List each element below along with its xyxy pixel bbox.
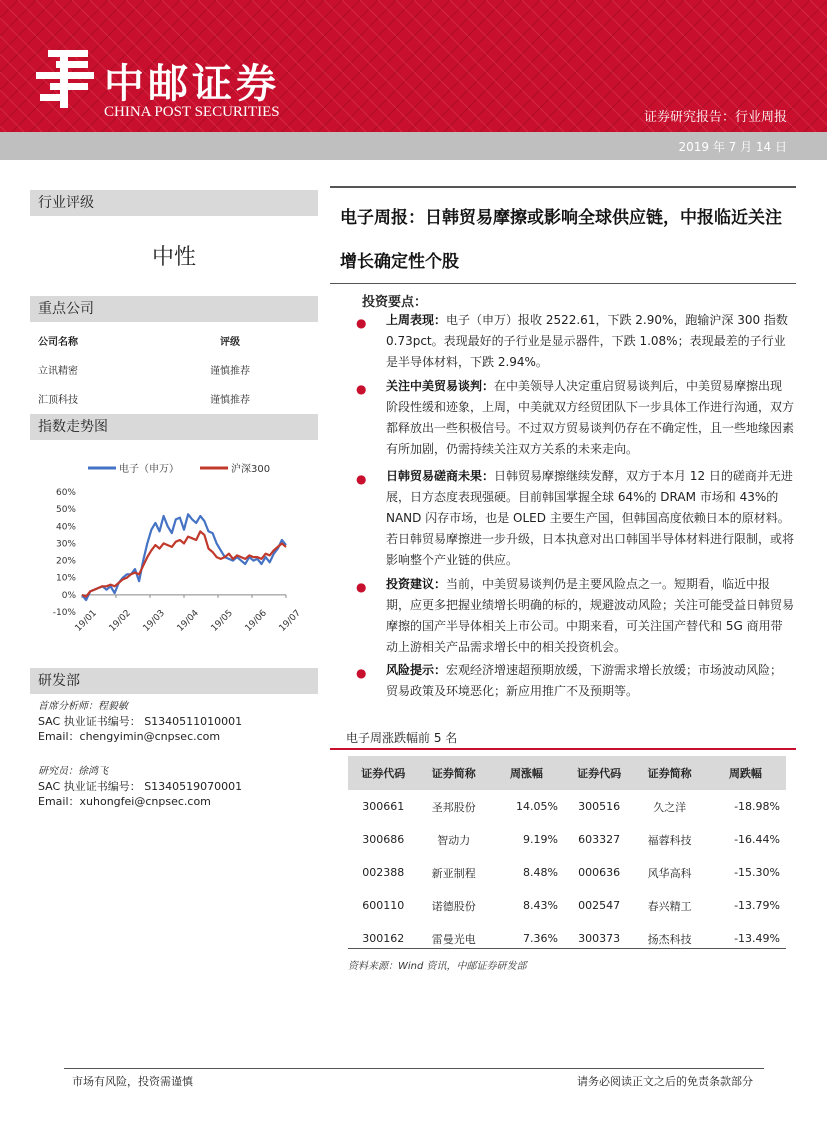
bullet-item bbox=[346, 310, 794, 373]
bullet-item bbox=[346, 660, 794, 702]
y-tick-label: -10% bbox=[52, 608, 76, 618]
key-points-label: 投资要点： bbox=[362, 295, 428, 310]
analyst-role: 首席分析师：程毅敏 bbox=[38, 701, 128, 712]
table-cell: 300162 bbox=[362, 932, 405, 945]
y-tick-label: 60% bbox=[55, 488, 76, 498]
table-cell: 300686 bbox=[362, 833, 405, 846]
table-cell: 7.36% bbox=[522, 932, 558, 945]
x-tick-label: 19/03 bbox=[141, 608, 167, 634]
table-header: 周跌幅 bbox=[705, 756, 786, 790]
x-tick-label: 19/05 bbox=[209, 608, 235, 634]
legend-label: 沪深300 bbox=[231, 464, 271, 475]
x-tick-label: 19/02 bbox=[107, 608, 133, 634]
table-cell: 风华高科 bbox=[647, 866, 692, 880]
table-cell: 603327 bbox=[578, 833, 621, 846]
table-cell: 002547 bbox=[578, 899, 621, 912]
china-post-logo-icon bbox=[34, 48, 96, 110]
table-cell: 600110 bbox=[362, 899, 405, 912]
table-row bbox=[348, 856, 786, 889]
y-tick-label: 30% bbox=[55, 539, 76, 550]
bullet-head: 上周表现： bbox=[386, 313, 447, 327]
table-cell: 久之洋 bbox=[653, 800, 687, 814]
legend-label: 电子（申万） bbox=[119, 464, 179, 475]
table-row bbox=[348, 823, 786, 856]
table-cell: -13.49% bbox=[734, 932, 780, 945]
bullet-body: 电子（申万）报收 2522.61，下跌 2.90%，跑输沪深 300 指数 0.73pct。表现最好的子行业是显示器件，下跌 1.08%；表现最差的子行业是半导体材料，下跌 2.94%。 bbox=[386, 313, 788, 369]
table-cell: 圣邦股份 bbox=[431, 800, 476, 814]
bullet-body: 宏观经济增速超预期放缓，下游需求增长放缓；市场波动风险；贸易政策及环境恶化；新应用推广不及预期等。 bbox=[386, 663, 783, 698]
table-rule bbox=[330, 748, 796, 750]
table-cell: 300373 bbox=[578, 932, 621, 945]
analyst-sac: SAC 执业证书编号： S1340519070001 bbox=[38, 780, 243, 793]
bullet-dot-icon: ● bbox=[356, 382, 367, 396]
table-title: 电子周涨跌幅前 5 名 bbox=[346, 731, 458, 745]
bullet-head: 日韩贸易磋商未果： bbox=[386, 469, 495, 483]
rating-value: 中性 bbox=[151, 245, 196, 270]
chart-legend bbox=[88, 462, 270, 475]
x-tick-label: 19/04 bbox=[175, 608, 201, 634]
analyst-info bbox=[38, 699, 242, 809]
table-cell: 诺德股份 bbox=[431, 899, 476, 913]
footer-disclaimer-note: 请务必阅读正文之后的免责条款部分 bbox=[577, 1075, 753, 1088]
report-title: 电子周报：日韩贸易摩擦或影响全球供应链，中报临近关注增长确定性个股 bbox=[340, 208, 782, 272]
table-cell: 8.43% bbox=[522, 899, 558, 912]
header-banner bbox=[0, 0, 827, 132]
bullet-body: 当前，中美贸易谈判仍是主要风险点之一。短期看，临近中报期，应更多把握业绩增长明确的标的，规避波动风险；关注可能受益日韩贸易摩擦的国产半导体相关上市公司。中期来看，可关注国产替代和 5G 商用带动上游相关产品需求增长中的相关投资机会。 bbox=[386, 577, 795, 654]
table-header: 证券简称 bbox=[634, 756, 704, 790]
bullet-head: 投资建议： bbox=[386, 577, 447, 591]
analyst-email[interactable]: Email：xuhongfei@cnpsec.com bbox=[38, 795, 211, 808]
table-cell: 14.05% bbox=[515, 800, 558, 813]
table-cell: 扬杰科技 bbox=[647, 932, 692, 946]
table-header: 证券代码 bbox=[348, 756, 418, 790]
chart-header: 指数走势图 bbox=[30, 414, 318, 440]
y-tick-label: 20% bbox=[55, 556, 76, 567]
companies-col-rating: 评级 bbox=[220, 337, 240, 348]
bullet-head: 风险提示： bbox=[386, 663, 447, 677]
y-tick-label: 40% bbox=[55, 522, 76, 533]
logo-chinese-text: 中邮证券 bbox=[104, 60, 280, 107]
table-cell: 春兴精工 bbox=[647, 899, 692, 913]
table-cell: 智动力 bbox=[437, 833, 471, 847]
table-cell: 雷曼光电 bbox=[431, 932, 476, 946]
x-tick-label: 19/01 bbox=[73, 608, 99, 634]
rating-header: 行业评级 bbox=[30, 190, 318, 216]
bullet-item bbox=[346, 376, 794, 460]
table-header-row bbox=[348, 756, 786, 790]
series-line bbox=[82, 531, 286, 596]
table-header: 周涨幅 bbox=[489, 756, 564, 790]
table-source: 资料来源：Wind 资讯，中邮证券研发部 bbox=[348, 961, 527, 972]
analyst-email[interactable]: Email：chengyimin@cnpsec.com bbox=[38, 730, 221, 743]
report-type: 证券研究报告：行业周报 bbox=[643, 110, 787, 125]
table-cell: 新亚制程 bbox=[431, 866, 476, 880]
index-trend-chart bbox=[30, 452, 318, 662]
table-row bbox=[348, 922, 786, 955]
y-tick-label: 0% bbox=[61, 590, 76, 601]
bullet-item bbox=[346, 466, 794, 571]
companies-col-name: 公司名称 bbox=[38, 337, 78, 348]
company-rating: 谨慎推荐 bbox=[210, 366, 250, 377]
logo-english-text: CHINA POST SECURITIES bbox=[104, 104, 280, 120]
table-cell: 002388 bbox=[362, 866, 405, 879]
bullet-body: 日韩贸易摩擦继续发酵，双方于本月 12 日的磋商并无进展，日方态度表现强硬。目前韩国掌握全球 64%的 DRAM 市场和 43%的 NAND 闪存市场，也是 OLED 主要生产国，但韩国高度依赖日本的原材料。若日韩贸易摩擦进一步升级，日本执意对出口韩国半导体材料进行限制，或将影响整个产业链的供应。 bbox=[386, 469, 795, 567]
footer-risk-note: 市场有风险，投资需谨慎 bbox=[72, 1075, 193, 1088]
table-cell: 000636 bbox=[578, 866, 621, 879]
table-header: 证券代码 bbox=[564, 756, 634, 790]
company-rating: 谨慎推荐 bbox=[210, 395, 250, 406]
title-rule-top bbox=[330, 186, 796, 188]
bullet-dot-icon: ● bbox=[356, 316, 367, 330]
title-rule-bottom bbox=[330, 283, 796, 284]
table-row bbox=[348, 889, 786, 922]
y-tick-label: 50% bbox=[55, 505, 76, 516]
table-cell: -15.30% bbox=[734, 866, 780, 879]
movers-table bbox=[348, 756, 786, 955]
bullet-item bbox=[346, 574, 794, 658]
company-name: 立讯精密 bbox=[38, 366, 78, 377]
bullet-dot-icon: ● bbox=[356, 666, 367, 680]
table-cell: -16.44% bbox=[734, 833, 780, 846]
y-tick-label: 10% bbox=[55, 573, 76, 584]
report-date: 2019 年 7 月 14 日 bbox=[678, 140, 787, 154]
bullet-dot-icon: ● bbox=[356, 580, 367, 594]
table-cell: 300661 bbox=[362, 800, 405, 813]
bullet-body: 在中美领导人决定重启贸易谈判后，中美贸易摩擦出现阶段性缓和迹象，上周，中美就双方经贸团队下一步具体工作进行沟通，双方都释放出一些积极信号。不过双方贸易谈判仍存在不确定性，且一些地缘因素有所加剧，仍需持续关注双方关系的未来走向。 bbox=[386, 379, 795, 456]
companies-header: 重点公司 bbox=[30, 296, 318, 322]
bullet-dot-icon: ● bbox=[356, 472, 367, 486]
table-row bbox=[348, 790, 786, 823]
table-cell: 福蓉科技 bbox=[647, 833, 692, 847]
x-tick-label: 19/07 bbox=[277, 608, 303, 634]
table-header: 证券简称 bbox=[418, 756, 488, 790]
analyst-role: 研究员：徐鸿飞 bbox=[38, 766, 108, 777]
table-cell: -18.98% bbox=[734, 800, 780, 813]
table-cell: -13.79% bbox=[734, 899, 780, 912]
table-cell: 8.48% bbox=[522, 866, 558, 879]
analyst-sac: SAC 执业证书编号： S1340511010001 bbox=[38, 715, 243, 728]
company-name: 汇顶科技 bbox=[38, 395, 78, 406]
table-bottom-rule bbox=[348, 948, 786, 949]
footer-rule bbox=[64, 1068, 764, 1069]
table-cell: 9.19% bbox=[522, 833, 558, 846]
bullet-head: 关注中美贸易谈判： bbox=[386, 379, 495, 393]
table-cell: 300516 bbox=[578, 800, 621, 813]
x-tick-label: 19/06 bbox=[243, 608, 269, 634]
research-header: 研发部 bbox=[30, 668, 318, 694]
